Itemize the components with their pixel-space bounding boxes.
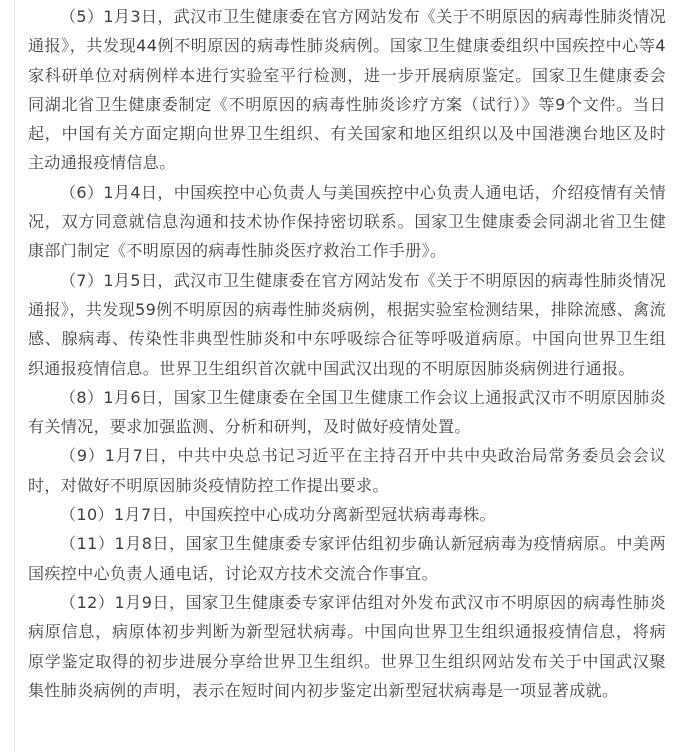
timeline-paragraph-6: （6）1月4日，中国疾控中心负责人与美国疾控中心负责人通电话，介绍疫情有关情况，双方同意就信息沟通和技术协作保持密切联系。国家卫生健康委会同湖北省卫生健康部门制定《不明原因的病毒性肺炎医疗救治工作手册》。: [28, 182, 666, 261]
timeline-paragraph-5: （5）1月3日，武汉市卫生健康委在官方网站发布《关于不明原因的病毒性肺炎情况通报》，共发现44例不明原因的病毒性肺炎病例。国家卫生健康委组织中国疾控中心等4家科研单位对病例样本进行实验室平行检测，进一步开展病原鉴定。国家卫生健康委会同湖北省卫生健康委制定《不明原因的病毒性肺炎诊疗方案（试行）》等9个文件。当日起，中国有关方面定期向世界卫生组织、有关国家和地区组织以及中国港澳台地区及时主动通报疫情信息。: [28, 7, 666, 173]
timeline-paragraph-9: （9）1月7日，中共中央总书记习近平在主持召开中共中央政治局常务委员会会议时，对做好不明原因肺炎疫情防控工作提出要求。: [28, 446, 666, 495]
timeline-paragraph-10: （10）1月7日，中国疾控中心成功分离新型冠状病毒毒株。: [60, 505, 496, 525]
timeline-paragraph-11: （11）1月8日，国家卫生健康委专家评估组初步确认新冠病毒为疫情病原。中美两国疾控中心负责人通电话，讨论双方技术交流合作事宜。: [28, 534, 666, 583]
timeline-paragraph-7: （7）1月5日，武汉市卫生健康委在官方网站发布《关于不明原因的病毒性肺炎情况通报》，共发现59例不明原因的病毒性肺炎病例，根据实验室检测结果，排除流感、禽流感、腺病毒、传染性非典型性肺炎和中东呼吸综合征等呼吸道病原。中国向世界卫生组织通报疫情信息。世界卫生组织首次就中国武汉出现的不明原因肺炎病例进行通报。: [28, 270, 666, 378]
left-border-rule: [14, 0, 15, 752]
timeline-paragraph-12: （12）1月9日，国家卫生健康委专家评估组对外发布武汉市不明原因的病毒性肺炎病原信息，病原体初步判断为新型冠状病毒。中国向世界卫生组织通报疫情信息，将病原学鉴定取得的初步进展分享给世界卫生组织。世界卫生组织网站发布关于中国武汉聚集性肺炎病例的声明，表示在短时间内初步鉴定出新型冠状病毒是一项显著成就。: [28, 592, 666, 700]
article-body: [28, 2, 666, 705]
timeline-paragraph-8: （8）1月6日，国家卫生健康委在全国卫生健康工作会议上通报武汉市不明原因肺炎有关情况，要求加强监测、分析和研判，及时做好疫情处置。: [28, 387, 666, 437]
